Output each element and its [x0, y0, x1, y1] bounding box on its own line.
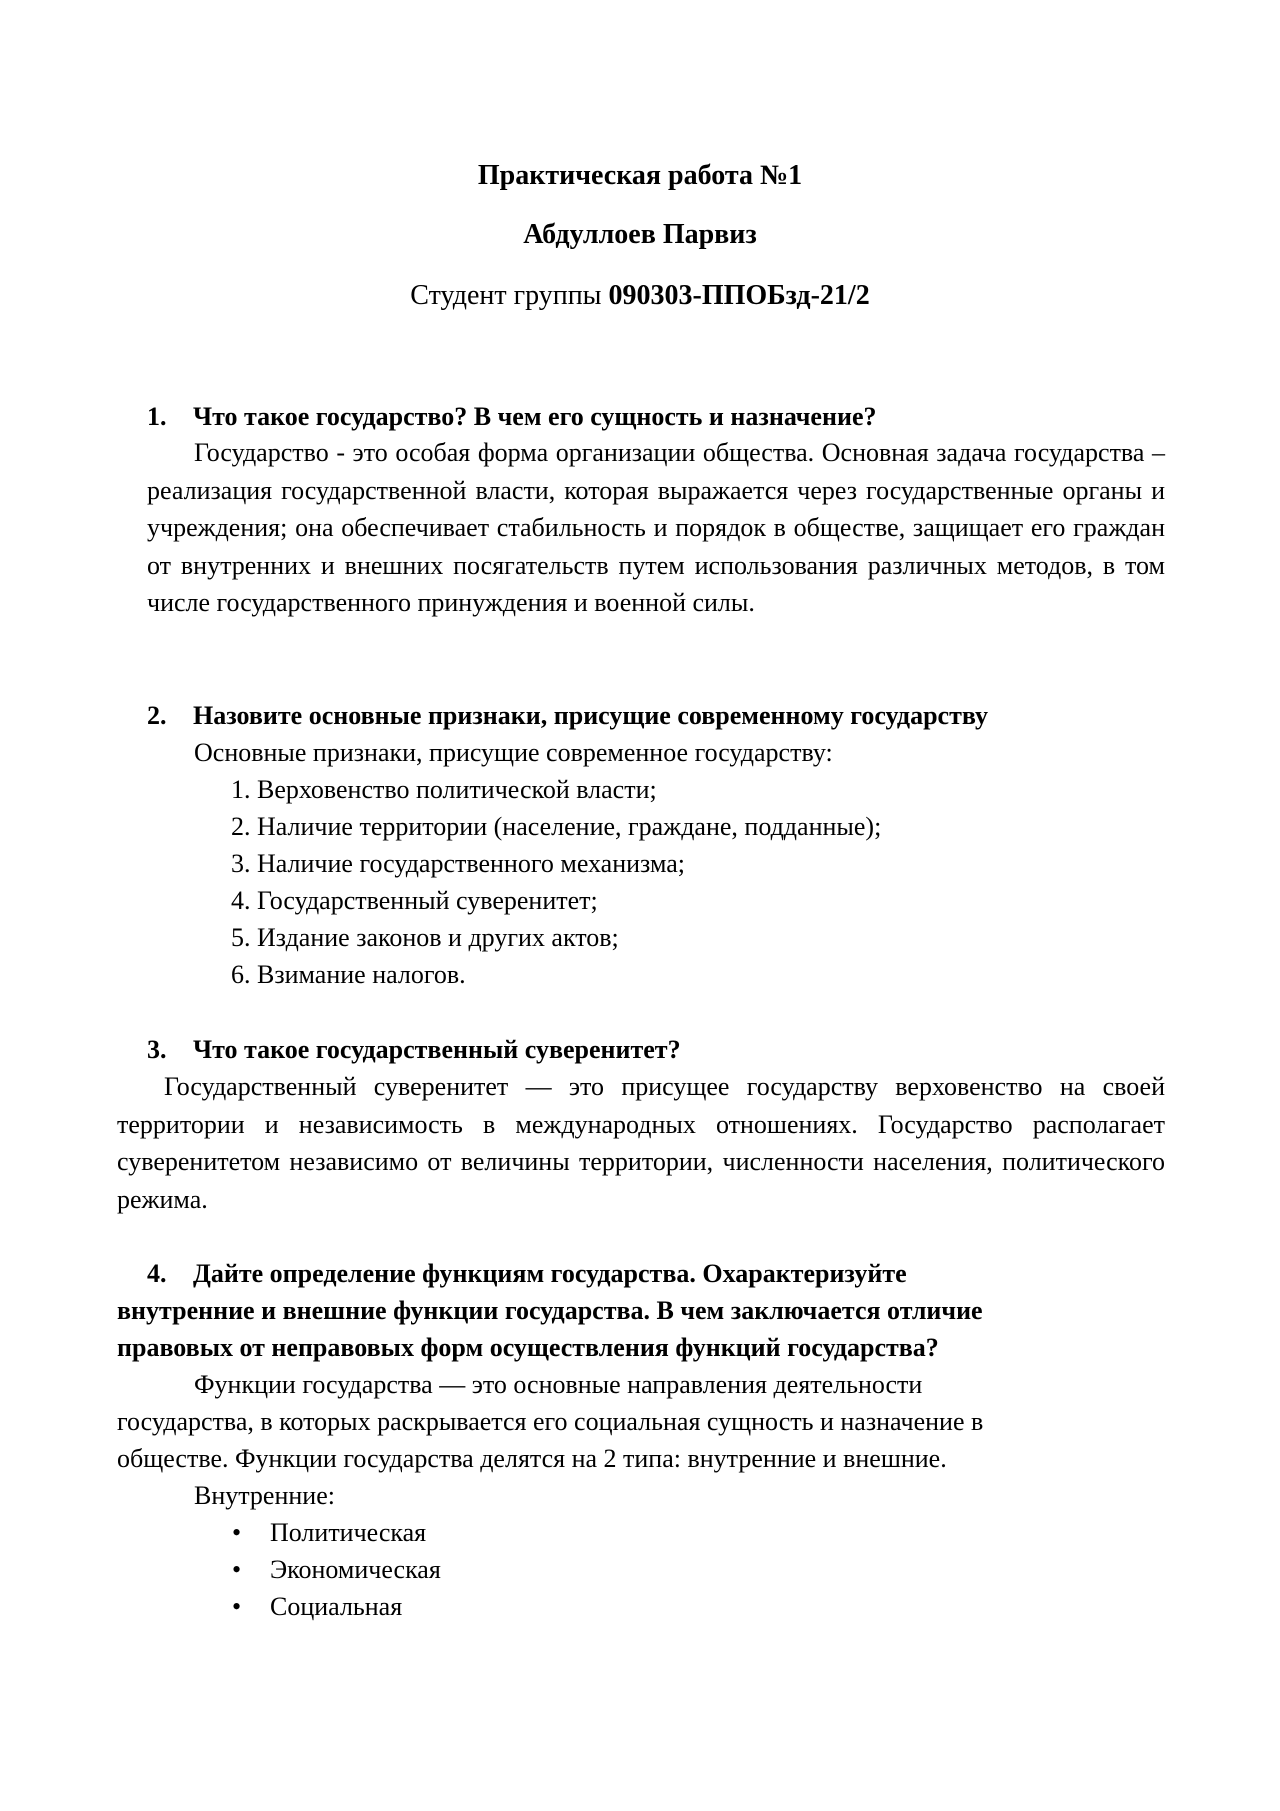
bullet-text: Социальная — [270, 1592, 403, 1621]
question-4-line-2: внутренние и внешние функции государства. В чем заключается отличие — [117, 1296, 983, 1325]
answer-4-line-2: государства, в которых раскрывается его социальная сущность и назначение в — [117, 1407, 984, 1436]
bullet-text: Экономическая — [270, 1555, 441, 1584]
bullet-text: Политическая — [270, 1518, 427, 1547]
question-1-number: 1. — [147, 402, 167, 431]
author-name: Абдуллоев Парвиз — [523, 219, 757, 250]
question-2-number: 2. — [147, 701, 167, 730]
answer-4-line-3: обществе. Функции государства делятся на 2 типа: внутренние и внешние. — [117, 1444, 947, 1473]
list-item: 4. Государственный суверенитет; — [231, 886, 598, 915]
internal-functions-label: Внутренние: — [194, 1481, 335, 1510]
question-4-line-3: правовых от неправовых форм осуществления функций государства? — [117, 1333, 939, 1362]
answer-2-intro: Основные признаки, присущие современное государству: — [194, 738, 833, 767]
group-prefix: Студент группы — [410, 280, 609, 311]
bullet-icon: • — [232, 1592, 242, 1621]
list-item: 5. Издание законов и других актов; — [231, 923, 619, 952]
answer-4-line-1: Функции государства — это основные направления деятельности — [194, 1370, 923, 1399]
question-1-text: Что такое государство? В чем его сущность и назначение? — [193, 402, 877, 431]
answer-1-text: Государство - это особая форма организации общества. Основная задача государства – реализация государственной власти, которая выражается через государственные органы и учреждения; она обеспечивает стабильность и порядок в обществе, защищает его граждан от внутренних и внешних посягательств путем использования различных методов, в том числе государственного принуждения и военной силы. — [147, 438, 1165, 617]
bullet-icon: • — [232, 1555, 242, 1584]
question-2-text: Назовите основные признаки, присущие современному государству — [193, 701, 988, 730]
answer-1 — [147, 434, 1165, 622]
list-item: 2. Наличие территории (население, граждане, подданные); — [231, 812, 882, 841]
answer-3-text: Государственный суверенитет — это присущее государству верховенство на своей территории и независимость в международных отношениях. Государство располагает суверенитетом независимо от величины территории, численности населения, политического режима. — [117, 1072, 1165, 1214]
bullet-icon: • — [232, 1518, 242, 1547]
student-group-line — [0, 277, 1280, 315]
list-item: 1. Верховенство политической власти; — [231, 775, 657, 804]
question-3-number: 3. — [147, 1035, 167, 1064]
group-code: 090303-ППОБзд-21/2 — [608, 280, 870, 311]
answer-3 — [117, 1068, 1165, 1218]
document-title: Практическая работа №1 — [477, 160, 803, 191]
list-item: 3. Наличие государственного механизма; — [231, 849, 685, 878]
question-4-line-1: Дайте определение функциям государства. Охарактеризуйте — [193, 1259, 907, 1288]
question-3-text: Что такое государственный суверенитет? — [193, 1035, 681, 1064]
list-item: 6. Взимание налогов. — [231, 960, 466, 989]
question-4-number: 4. — [147, 1259, 167, 1288]
